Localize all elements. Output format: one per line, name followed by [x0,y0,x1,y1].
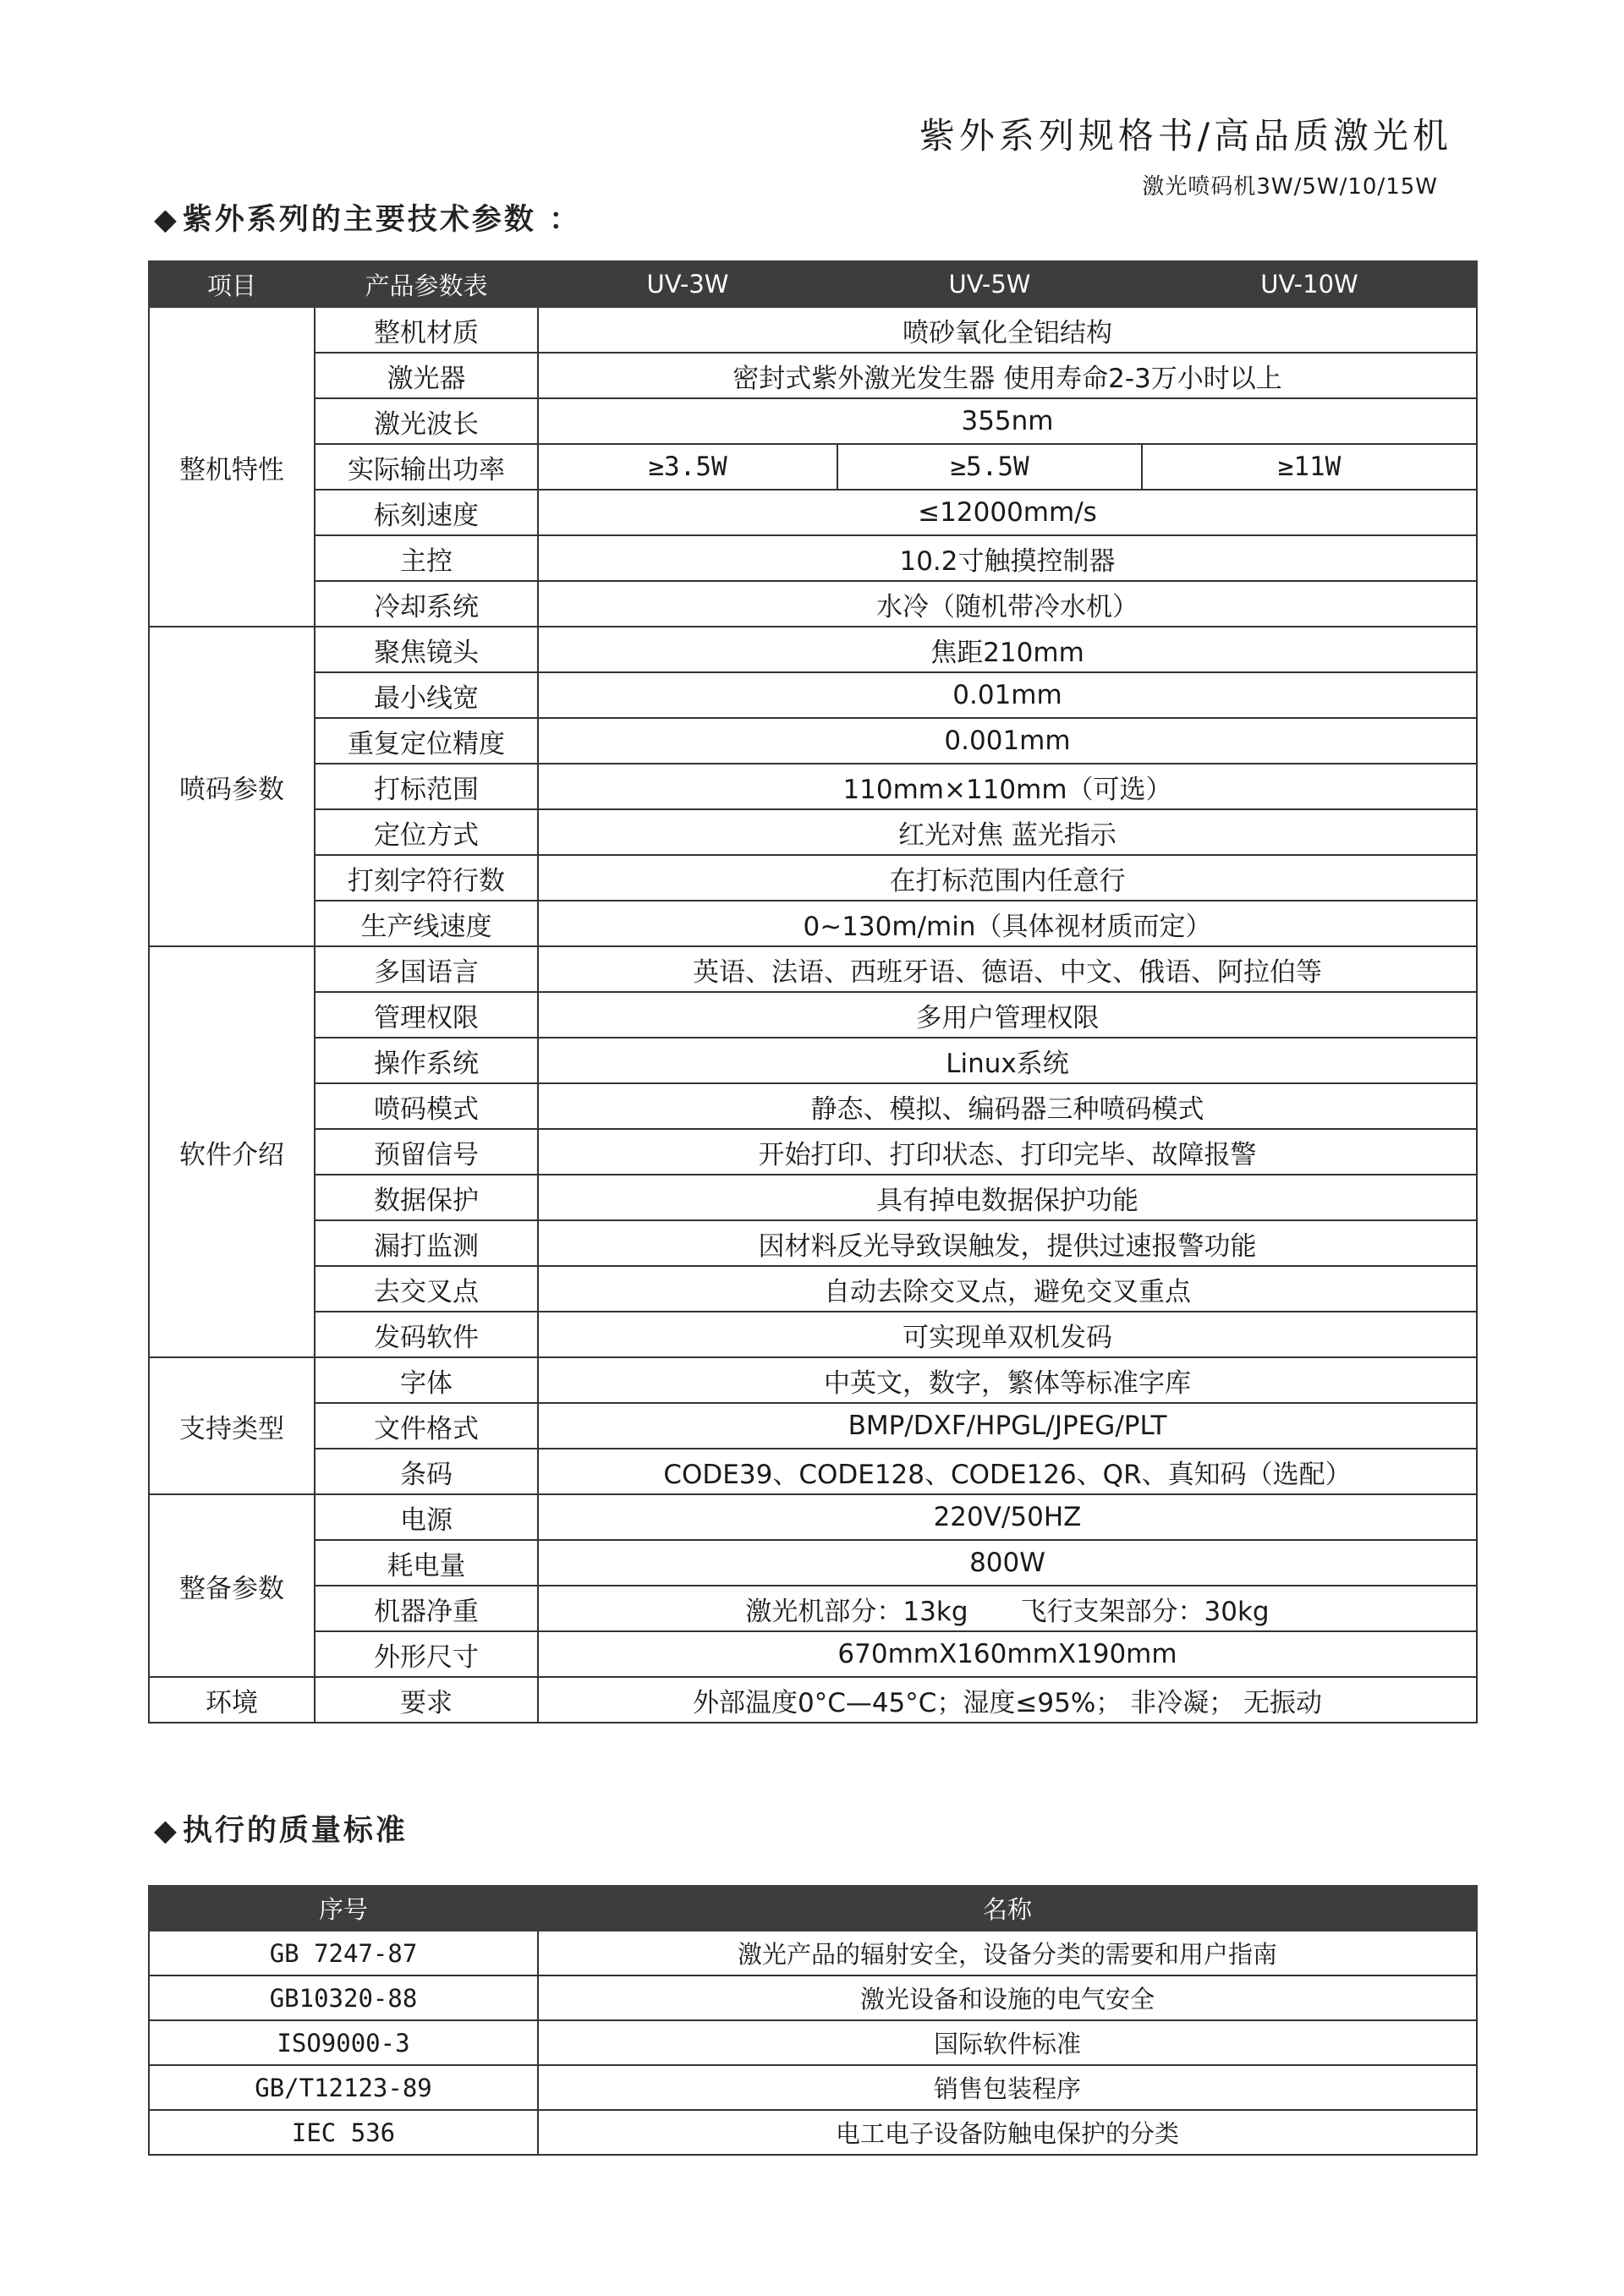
standards-table [148,1885,1478,2156]
table-row [149,627,1477,672]
standard-name: 电工电子设备防触电保护的分类 [538,2110,1477,2155]
param-value: 0~130m/min（具体视材质而定） [538,901,1477,946]
param-value: 自动去除交叉点，避免交叉重点 [538,1266,1477,1312]
spec-table-body [149,307,1477,1723]
param-label: 激光波长 [315,398,538,444]
standard-name: 激光产品的辐射安全，设备分类的需要和用户指南 [538,1931,1477,1975]
param-label: 去交叉点 [315,1266,538,1312]
param-value: 0.01mm [538,672,1477,718]
table-row [149,535,1477,581]
table-row [149,672,1477,718]
param-value: ≥11W [1142,444,1477,490]
table-row [149,1931,1477,1975]
section-heading-label: 执行的质量标准 [182,1814,408,1848]
param-value: 800W [538,1540,1477,1586]
table-row [149,718,1477,764]
param-label: 主控 [315,535,538,581]
param-value: 670mmX160mmX190mm [538,1631,1477,1677]
param-label: 要求 [315,1677,538,1723]
table-row [149,2020,1477,2065]
table-row [149,1403,1477,1449]
param-value: 外部温度0°C—45°C；湿度≤95%； 非冷凝； 无振动 [538,1677,1477,1723]
table-row [149,1129,1477,1175]
param-value: 激光机部分：13kg 飞行支架部分：30kg [538,1586,1477,1631]
category-cell: 软件介绍 [149,946,315,1357]
param-label: 实际输出功率 [315,444,538,490]
param-value: ≥3.5W [538,444,837,490]
table-row [149,1220,1477,1266]
table-row [149,1494,1477,1540]
param-label: 操作系统 [315,1038,538,1083]
table-row [149,855,1477,901]
param-label: 耗电量 [315,1540,538,1586]
param-label: 生产线速度 [315,901,538,946]
table-row [149,1038,1477,1083]
table-row [149,1631,1477,1677]
param-label: 整机材质 [315,307,538,353]
table-row [149,946,1477,992]
category-cell: 整机特性 [149,307,315,627]
spec-table-header-row [149,261,1477,307]
spec-table [148,260,1478,1723]
standard-name: 激光设备和设施的电气安全 [538,1975,1477,2020]
param-label: 多国语言 [315,946,538,992]
param-value: 焦距210mm [538,627,1477,672]
param-value: 0.001mm [538,718,1477,764]
param-value: ≤12000mm/s [538,490,1477,535]
param-label: 定位方式 [315,809,538,855]
category-cell: 喷码参数 [149,627,315,946]
param-value: 红光对焦 蓝光指示 [538,809,1477,855]
col-header-uv5w: UV-5W [837,261,1142,307]
table-row [149,1083,1477,1129]
col-header-serial: 序号 [149,1886,538,1931]
param-value: 密封式紫外激光发生器 使用寿命2-3万小时以上 [538,353,1477,398]
col-header-name: 名称 [538,1886,1477,1931]
table-row [149,764,1477,809]
diamond-icon: ◆ [154,1814,179,1848]
param-label: 预留信号 [315,1129,538,1175]
param-value: 355nm [538,398,1477,444]
table-row [149,398,1477,444]
param-label: 外形尺寸 [315,1631,538,1677]
param-label: 漏打监测 [315,1220,538,1266]
param-value: ≥5.5W [837,444,1142,490]
standard-name: 销售包装程序 [538,2065,1477,2110]
page-title: 紫外系列规格书/高品质激光机 [919,115,1452,156]
standard-code: GB10320-88 [149,1975,538,2020]
table-row [149,901,1477,946]
col-header-uv3w: UV-3W [538,261,837,307]
table-row [149,809,1477,855]
section-heading-tech-params [154,196,581,238]
col-header-params: 产品参数表 [315,261,538,307]
table-row [149,1586,1477,1631]
param-label: 文件格式 [315,1403,538,1449]
table-row [149,353,1477,398]
category-cell: 环境 [149,1677,315,1723]
category-cell: 整备参数 [149,1494,315,1677]
category-cell: 支持类型 [149,1357,315,1494]
param-label: 电源 [315,1494,538,1540]
table-row [149,1449,1477,1494]
param-label: 喷码模式 [315,1083,538,1129]
param-value: 在打标范围内任意行 [538,855,1477,901]
param-value: CODE39、CODE128、CODE126、QR、真知码（选配） [538,1449,1477,1494]
param-label: 重复定位精度 [315,718,538,764]
table-row [149,1266,1477,1312]
param-value: 水冷（随机带冷水机） [538,581,1477,627]
param-value: 具有掉电数据保护功能 [538,1175,1477,1220]
table-row [149,1677,1477,1723]
param-label: 条码 [315,1449,538,1494]
table-row [149,307,1477,353]
standard-code: ISO9000-3 [149,2020,538,2065]
param-label: 冷却系统 [315,581,538,627]
param-label: 发码软件 [315,1312,538,1357]
param-value: 110mm×110mm（可选） [538,764,1477,809]
param-value: 开始打印、打印状态、打印完毕、故障报警 [538,1129,1477,1175]
diamond-icon: ◆ [154,203,179,237]
param-label: 管理权限 [315,992,538,1038]
param-value: 可实现单双机发码 [538,1312,1477,1357]
standards-table-header-row [149,1886,1477,1931]
param-label: 数据保护 [315,1175,538,1220]
param-value: BMP/DXF/HPGL/JPEG/PLT [538,1403,1477,1449]
table-row [149,1312,1477,1357]
table-row [149,1540,1477,1586]
table-row [149,490,1477,535]
param-label: 机器净重 [315,1586,538,1631]
param-label: 聚焦镜头 [315,627,538,672]
param-value: 220V/50HZ [538,1494,1477,1540]
section-heading-quality-standards [154,1807,408,1849]
param-value: 中英文，数字，繁体等标准字库 [538,1357,1477,1403]
param-value: Linux系统 [538,1038,1477,1083]
param-label: 最小线宽 [315,672,538,718]
param-value: 静态、模拟、编码器三种喷码模式 [538,1083,1477,1129]
param-label: 打标范围 [315,764,538,809]
param-value: 多用户管理权限 [538,992,1477,1038]
page-subtitle: 激光喷码机3W/5W/10/15W [1142,174,1438,200]
param-label: 字体 [315,1357,538,1403]
param-label: 标刻速度 [315,490,538,535]
param-label: 打刻字符行数 [315,855,538,901]
col-header-item: 项目 [149,261,315,307]
param-value: 英语、法语、西班牙语、德语、中文、俄语、阿拉伯等 [538,946,1477,992]
param-value: 因材料反光导致误触发，提供过速报警功能 [538,1220,1477,1266]
table-row [149,1975,1477,2020]
table-row [149,1357,1477,1403]
section-heading-label: 紫外系列的主要技术参数 ： [182,203,582,237]
table-row [149,581,1477,627]
standards-table-body [149,1931,1477,2155]
table-row [149,2110,1477,2155]
standard-code: GB/T12123-89 [149,2065,538,2110]
param-label: 激光器 [315,353,538,398]
standard-code: GB 7247-87 [149,1931,538,1975]
table-row [149,444,1477,490]
param-value: 喷砂氧化全铝结构 [538,307,1477,353]
table-row [149,992,1477,1038]
col-header-uv10w: UV-10W [1142,261,1477,307]
standard-code: IEC 536 [149,2110,538,2155]
param-value: 10.2寸触摸控制器 [538,535,1477,581]
standard-name: 国际软件标准 [538,2020,1477,2065]
table-row [149,1175,1477,1220]
table-row [149,2065,1477,2110]
